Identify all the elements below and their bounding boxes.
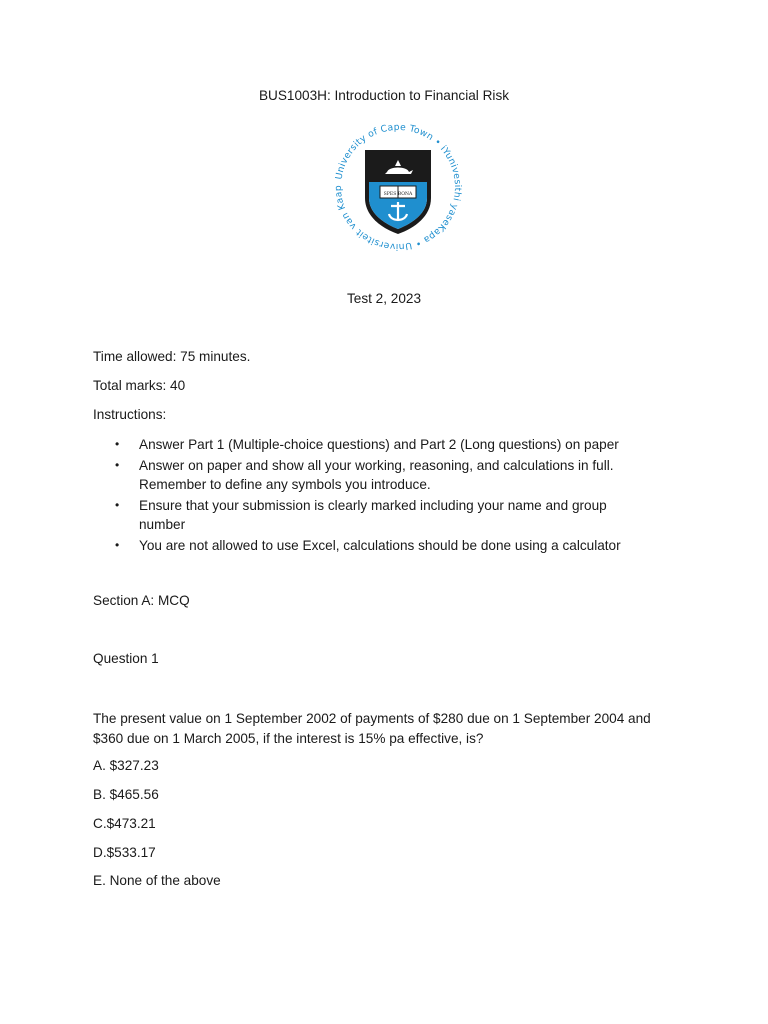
university-seal-logo	[327, 116, 469, 258]
option-d: D.$533.17	[93, 845, 156, 860]
option-b: B. $465.56	[93, 787, 159, 802]
list-item: • You are not allowed to use Excel, calculations should be done using a calculator	[93, 536, 653, 556]
seal-ring-text: University of Cape Town • iYunivesithi yaseKapa • Universiteit van Kaap	[332, 121, 464, 253]
list-item: • Answer on paper and show all your working, reasoning, and calculations in full. Remember to define any symbols you introduce.	[115, 457, 614, 492]
bullet-icon: •	[115, 497, 120, 512]
time-allowed: Time allowed: 75 minutes.	[93, 349, 251, 364]
instructions-heading: Instructions:	[93, 407, 167, 422]
bullet-icon: •	[115, 437, 120, 451]
total-marks: Total marks: 40	[93, 378, 186, 393]
option-a: A. $327.23	[93, 758, 159, 773]
test-title: Test 2, 2023	[346, 291, 422, 306]
option-e: E. None of the above	[93, 873, 221, 888]
section-title: Section A: MCQ	[93, 593, 190, 608]
list-item: • Answer Part 1 (Multiple-choice questions) and Part 2 (Long questions) on paper	[93, 435, 653, 455]
bullet-icon: •	[115, 537, 120, 552]
list-item: • Ensure that your submission is clearly marked including your name and group number	[115, 497, 607, 532]
instructions-list	[93, 435, 653, 556]
question-text: The present value on 1 September 2002 of payments of $280 due on 1 September 2004 and $360 due on 1 March 2005, if the interest is 15% pa effective, is?	[93, 711, 651, 746]
bullet-icon: •	[115, 457, 120, 472]
option-c: C.$473.21	[93, 816, 156, 831]
question-label: Question 1	[93, 651, 159, 666]
seal-icon	[327, 116, 469, 258]
seal-book-text: SPES BONA	[383, 192, 413, 197]
course-title: BUS1003H: Introduction to Financial Risk	[258, 88, 510, 103]
